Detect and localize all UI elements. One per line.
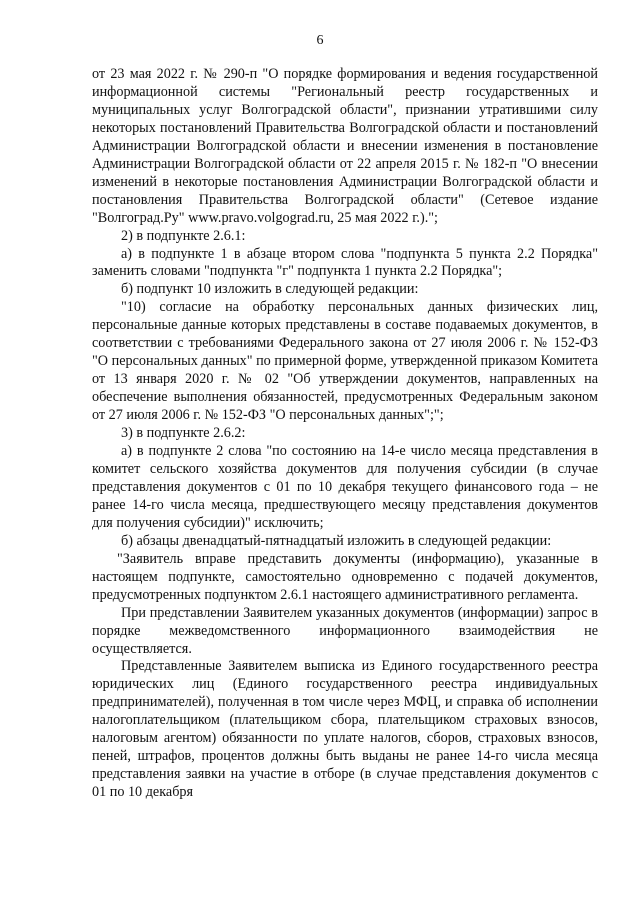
paragraph-interagency-request: При представлении Заявителем указанных документов (информации) запрос в порядке межведомственного информационного взаимодействия не осуществляется. bbox=[92, 604, 598, 657]
page-number: 6 bbox=[316, 33, 324, 48]
paragraph-item-2b: б) подпункт 10 изложить в следующей редакции: bbox=[121, 281, 419, 298]
paragraph-item-3: 3) в подпункте 2.6.2: bbox=[121, 425, 246, 442]
paragraph-item-2: 2) в подпункте 2.6.1: bbox=[121, 227, 246, 244]
document-body bbox=[92, 66, 598, 802]
paragraph-registry-extract: Представленные Заявителем выписка из Единого государственного реестра юридических лиц (Единого государственного реестра индивидуальных предпринимателей), полученная в том числе через МФЦ, и справка об исполнении налогоплательщиком (плательщиком сбора, плательщиком страховых взносов, налоговым агентом) обязанности по уплате налогов, сборов, страховых взносов, пеней, штрафов, процентов должны быть выданы не ранее 14-го числа месяца представления заявки на участие в отборе (в случае представления документов с 01 по 10 декабря bbox=[92, 658, 598, 801]
paragraph-item-2a: а) в подпункте 1 в абзаце втором слова "подпункта 5 пункта 2.2 Порядка" заменить словами "подпункта "г" подпункта 1 пункта 2.2 Порядка"; bbox=[92, 245, 598, 280]
paragraph-item-3a: а) в подпункте 2 слова "по состоянию на 14-е число месяца представления в комитет сельского хозяйства документов для получения субсидии (в случае представления документов с 01 по 10 декабря текущего финансового года – не ранее 14-го числа месяца, предшествующего месяцу представления документов для получения субсидии)" исключить; bbox=[92, 443, 598, 531]
paragraph-subpoint-10: "10) согласие на обработку персональных данных физических лиц, персональные данные которых представлены в составе подаваемых документов, в соответствии с требованиями Федерального закона от 27 июля 2006 г. № 152-ФЗ "О персональных данных" по примерной форме, утвержденной приказом Комитета от 13 января 2020 г. № 02 "Об утверждении документов, направленных на обеспечение выполнения обязанностей, предусмотренных Федеральным законом от 27 июля 2006 г. № 152-ФЗ "О персональных данных";"; bbox=[92, 299, 598, 424]
paragraph-continuation: от 23 мая 2022 г. № 290-п "О порядке формирования и ведения государственной информационной системы "Региональный реестр государственных и муниципальных услуг Волгоградской области", признании утратившими силу некоторых постановлений Правительства Волгоградской области и постановлений Администрации Волгоградской области и внесении изменения в постановление Администрации Волгоградской области от 22 апреля 2015 г. № 182-п "О внесении изменений в некоторые постановления Администрации Волгоградской области и постановления Правительства Волгоградской области" (Сетевое издание "Волгоград.Ру" www.pravo.volgograd.ru, 25 мая 2022 г.)."; bbox=[92, 66, 598, 226]
paragraph-item-3b: б) абзацы двенадцатый-пятнадцатый изложить в следующей редакции: bbox=[121, 532, 552, 549]
paragraph-quoted-applicant: "Заявитель вправе представить документы (информацию), указанные в настоящем подпункте, самостоятельно одновременно с подачей документов, предусмотренных подпунктом 2.6.1 настоящего административного регламента. bbox=[92, 550, 598, 603]
